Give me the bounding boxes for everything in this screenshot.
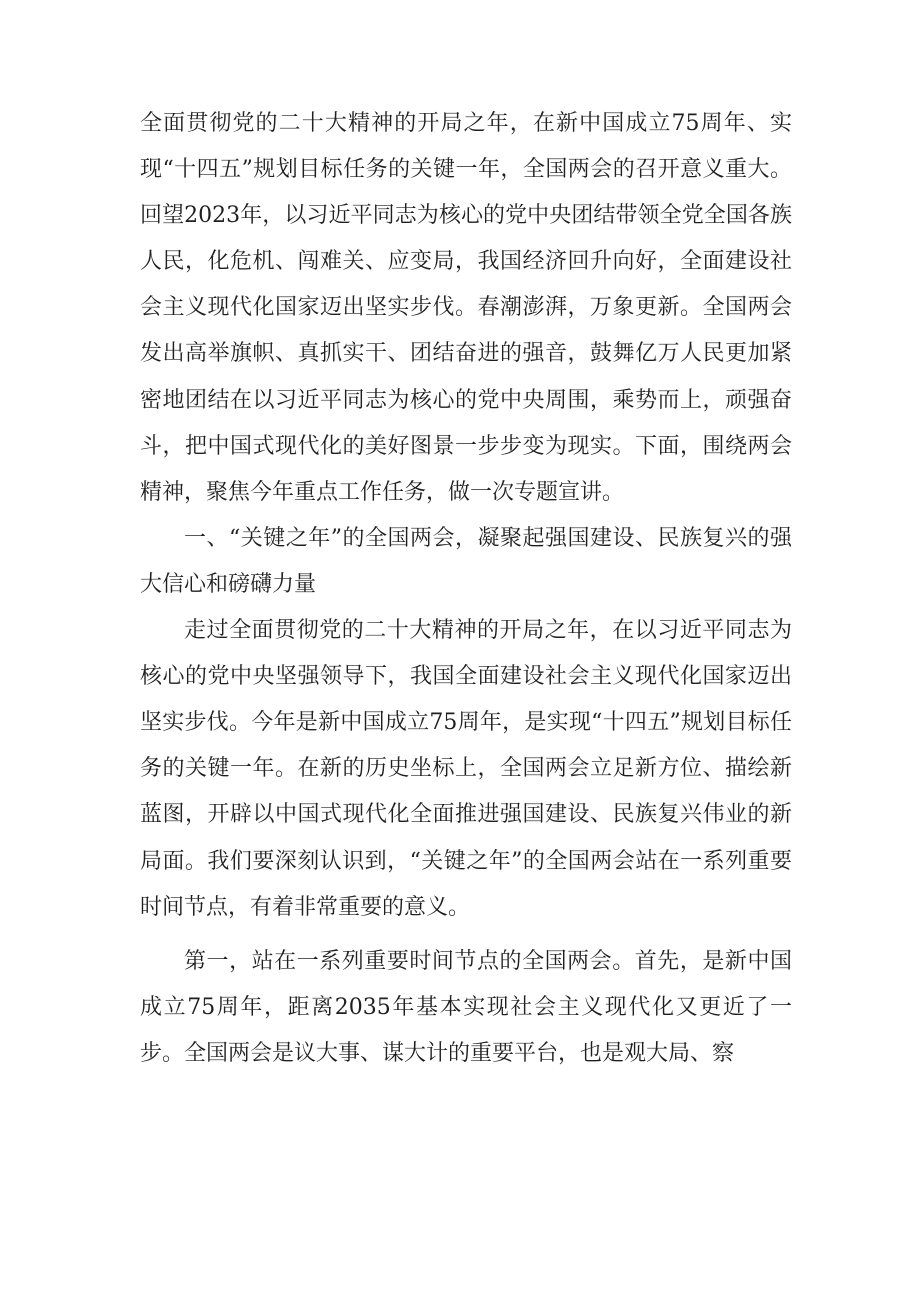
document-body bbox=[140, 101, 792, 1077]
paragraph-section-1: 走过全面贯彻党的二十大精神的开局之年，在以习近平同志为核心的党中央坚强领导下，我国全面建设社会主义现代化国家迈出坚实步伐。今年是新中国成立75周年，是实现“十四五”规划目标任务的关键一年。在新的历史坐标上，全国两会立足新方位、描绘新蓝图，开辟以中国式现代化全面推进强国建设、民族复兴伟业的新局面。我们要深刻认识到，“关键之年”的全国两会站在一系列重要时间节点，有着非常重要的意义。 bbox=[140, 618, 792, 920]
section-heading-1: 一、“关键之年”的全国两会，凝聚起强国建设、民族复兴的强大信心和磅礴力量 bbox=[140, 525, 792, 597]
paragraph-intro: 全面贯彻党的二十大精神的开局之年，在新中国成立75周年、实现“十四五”规划目标任务的关键一年，全国两会的召开意义重大。回望2023年，以习近平同志为核心的党中央团结带领全党全国各族人民，化危机、闯难关、应变局，我国经济回升向好，全面建设社会主义现代化国家迈出坚实步伐。春潮澎湃，万象更新。全国两会发出高举旗帜、真抓实干、团结奋进的强音，鼓舞亿万人民更加紧密地团结在以习近平同志为核心的党中央周围，乘势而上，顽强奋斗，把中国式现代化的美好图景一步步变为现实。下面，围绕两会精神，聚焦今年重点工作任务，做一次专题宣讲。 bbox=[140, 111, 792, 505]
paragraph-point-1: 第一，站在一系列重要时间节点的全国两会。首先，是新中国成立75周年，距离2035年基本实现社会主义现代化又更近了一步。全国两会是议大事、谋大计的重要平台，也是观大局、察 bbox=[140, 948, 792, 1066]
paragraph-gap bbox=[140, 931, 792, 939]
